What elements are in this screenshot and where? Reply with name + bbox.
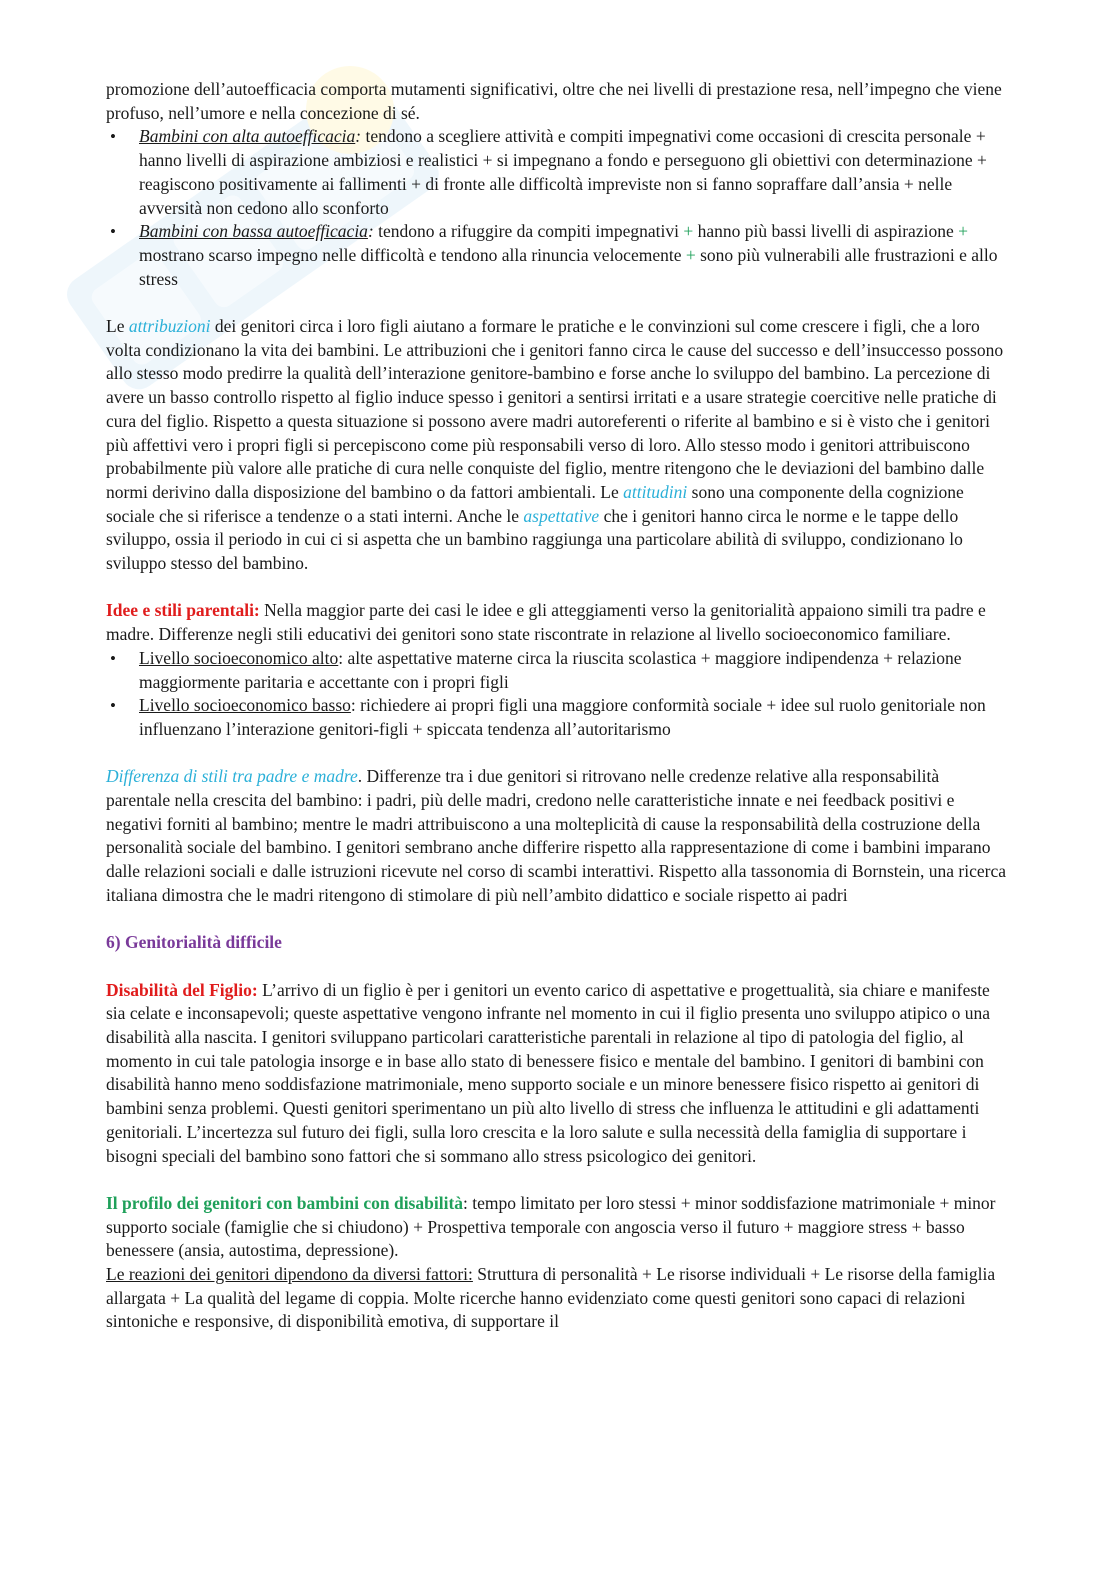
- list-item: [106, 220, 1006, 291]
- section-heading: 6) Genitorialità difficile: [106, 932, 282, 953]
- bullet-text-alto: : alte aspettative materne circa la riuscita scolastica + maggiore indipendenza + relazione maggiormente paritaria e accettante con i propri figli: [139, 647, 962, 692]
- heading-idee: Idee e stili parentali:: [106, 600, 260, 621]
- profilo-paragraph: [106, 1192, 1006, 1263]
- bullet-colon: :: [367, 221, 374, 242]
- bullet-text-part: hanno più bassi livelli di aspirazione: [693, 221, 959, 242]
- bullet-label-alto: Livello socioeconomico alto: [139, 647, 339, 668]
- text-span: L’arrivo di un figlio è per i genitori un evento carico di aspettative e progettualità, sia chiare e manifeste sia celate e inconsapevoli; queste aspettative vengono infrante nel momento in cui il figlio presenta uno sviluppo atipico o una disabilità alla nascita. I genitori sviluppano particolari caratteristiche parentali in relazione al tipo di patologia del figlio, al momento in cui tale patologia insorge e in base allo stato di benessere fisico e mentale del bambino. I genitori di bambini con disabilità hanno meno soddisfazione matrimoniale, meno supporto sociale e un minore benessere fisico rispetto ai genitori di bambini senza problemi. Questi genitori sperimentano un più alto livello di stress che influenza le attitudini e gli adattamenti genitoriali. L’incertezza sul futuro dei figli, sulla loro crescita e la loro salute e sulla necessità della famiglia di supportare i bisogni speciali del bambino sono fattori che si sommano allo stress psicologico dei genitori.: [106, 979, 990, 1166]
- bullet-label-bassa: Bambini con bassa autoefficacia: [139, 221, 368, 242]
- livello-list: [106, 647, 1006, 742]
- text-span: sono una componente della cognizione sociale che si riferisce a tendenze o a stati interni. Anche le: [106, 481, 964, 526]
- text-span: Le: [106, 316, 129, 337]
- list-item: [106, 694, 1006, 741]
- bullet-icon: •: [110, 696, 116, 716]
- reazioni-paragraph: [106, 1263, 1006, 1334]
- bullet-icon: •: [110, 222, 116, 242]
- document-page: [106, 78, 1006, 1334]
- bullet-text-part: sono più vulnerabili alle frustrazioni e allo stress: [139, 244, 998, 289]
- text-span: : tempo limitato per loro stessi + minor soddisfazione matrimoniale + minor supporto sociale (famiglie che si chiudono) + Prospettiva temporale con angoscia verso il futuro + maggiore stress + basso benessere (ansia, autostima, depressione).: [106, 1192, 996, 1261]
- text-span: che i genitori hanno circa le norme e le tappe dello sviluppo, ossia il periodo in cui ci si aspetta che un bambino raggiunga una particolare abilità di sviluppo, condizionano lo sviluppo stesso del bambino.: [106, 505, 963, 574]
- disabilita-paragraph: [106, 979, 1006, 1169]
- autoefficacia-list: [106, 125, 1006, 291]
- bullet-colon: :: [355, 126, 362, 147]
- bullet-icon: •: [110, 648, 116, 668]
- bullet-label-alta: Bambini con alta autoefficacia: [139, 126, 356, 147]
- bullet-text-part: mostrano scarso impegno nelle difficoltà e tendono alla rinuncia velocemente: [139, 244, 686, 265]
- heading-profilo: Il profilo dei genitori con bambini con disabilità: [106, 1192, 464, 1213]
- term-attitudini: attitudini: [623, 481, 688, 502]
- text-span: Nella maggior parte dei casi le idee e gli atteggiamenti verso la genitorialità appaiono simili tra padre e madre. Differenze negli stili educativi dei genitori sono state riscontrate in relazione al livello socioeconomico familiare.: [106, 600, 986, 645]
- intro-paragraph: promozione dell’autoefficacia comporta mutamenti significativi, oltre che nei livelli di prestazione resa, nell’impegno che viene profuso, nell’umore e nella concezione di sé.: [106, 79, 1002, 123]
- bullet-icon: •: [110, 127, 116, 147]
- text-span: . Differenze tra i due genitori si ritrovano nelle credenze relative alla responsabilità parentale nella crescita del bambino: i padri, più delle madri, credono nelle caratteristiche innate e nei feedback positivi e negativi forniti al bambino; mentre le madri attribuiscono a una molteplicità di cause la responsabilità della costruzione della personalità sociale del bambino. I genitori sembrano anche differire rispetto alla rappresentazione di come i bambini imparano dalle relazioni sociali e dalle istruzioni ricevute nel corso di scambi interattivi. Rispetto alla tassonomia di Bornstein, una ricerca italiana dimostra che le madri ritengono di stimolare di più nell’ambito didattico e sociale rispetto ai padri: [106, 766, 1006, 905]
- list-item: [106, 125, 1006, 220]
- bullet-text-basso: : richiedere ai propri figli una maggiore conformità sociale + idee sul ruolo genitoriale non influenzano l’interazione genitori-figli + spiccata tendenza all’autoritarismo: [139, 695, 986, 739]
- text-span: Struttura di personalità + Le risorse individuali + Le risorse della famiglia allargata + La qualità del legame di coppia. Molte ricerche hanno evidenziato come questi genitori sono capaci di relazioni sintoniche e responsive, di disponibilità emotiva, di supportare il: [106, 1264, 996, 1332]
- term-differenza: Differenza di stili tra padre e madre: [106, 766, 358, 787]
- differenza-paragraph: [106, 765, 1006, 907]
- list-item: [106, 647, 1006, 694]
- label-reazioni: Le reazioni dei genitori dipendono da diversi fattori:: [106, 1264, 473, 1285]
- bullet-label-basso: Livello socioeconomico basso: [139, 695, 351, 716]
- bullet-text-alta: tendono a scegliere attività e compiti impegnativi come occasioni di crescita personale + hanno livelli di aspirazione ambiziosi e realistici + si impegnano a fondo e perseguono gli obiettivi con determinazione + reagiscono positivamente ai fallimenti + di fronte alle difficoltà impreviste non si fanno sopraffare dall’ansia + nelle avversità non cedono allo sconforto: [139, 126, 987, 218]
- green-plus: +: [958, 221, 968, 242]
- term-aspettative: aspettative: [523, 505, 600, 526]
- heading-disabilita: Disabilità del Figlio:: [106, 979, 258, 1000]
- green-plus: +: [683, 221, 694, 242]
- text-span: dei genitori circa i loro figli aiutano a formare le pratiche e le convinzioni sul come crescere i figli, che a loro volta condizionano la vita dei bambini. Le attribuzioni che i genitori fanno circa le cause del successo e dell’insuccesso possono allo stesso modo predirre la qualità dell’interazione genitore-bambino e forse anche lo sviluppo del bambino. La percezione di avere un basso controllo rispetto al figlio induce spesso i genitori a sentirsi irritati e a usare strategie coercitive nelle pratiche di cura del figlio. Rispetto a questa situazione si possono avere madri autoreferenti o riferite al bambino e si è visto che i genitori più affettivi vero i propri figli si percepiscono come più responsabili verso di loro. Allo stesso modo i genitori attribuiscono probabilmente più valore alle pratiche di cura nelle conquiste del figlio, mentre ritengono che le deviazioni del bambino dalle normi derivino dalla disposizione del bambino o da fattori ambientali. Le: [106, 316, 1004, 502]
- term-attribuzioni: attribuzioni: [128, 316, 211, 337]
- green-plus: +: [685, 244, 696, 265]
- idee-paragraph: [106, 599, 1006, 646]
- bullet-text-part: tendono a rifuggire da compiti impegnativi: [373, 221, 684, 242]
- attribuzioni-paragraph: [106, 315, 1006, 576]
